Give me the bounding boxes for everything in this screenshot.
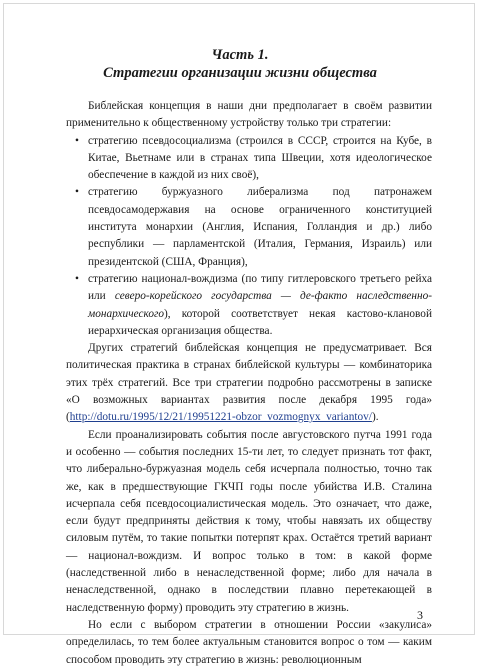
reference-link[interactable]: http://dotu.ru/1995/12/21/19951221-obzor_vozmognyx_variantov/ <box>69 411 372 424</box>
bullet-text-end: ), которой соответствует некая кастово-клановой иерархическая организация общества. <box>88 307 432 337</box>
bullet-item <box>66 133 432 185</box>
bullet-item <box>66 271 432 340</box>
bullet-text-start: стратегию национал-вождизма (по типу гитлеровского третьего рейха или <box>88 272 432 303</box>
bullet-icon: • <box>75 134 79 147</box>
section-title: Стратегии организации жизни общества <box>103 65 377 81</box>
paragraph-analysis: Если проанализировать события после августовского путча 1991 года и особенно — события последних 15-ти лет, то следует признать тот факт, что либерально-буржуазная модель себя исчерпала полностью, точно так же, как в предшествующие ГКЧП годы после убийства И.В. Сталина исчерпала себя псевдосоциалистическая модель. Это означает, что даже, если будут предприняты действия к тому, чтобы навязать их обществу силовым путём, то такие попытки потерпят крах. Остаётся третий вариант — национал-вождизм. И вопрос только в том: в какой форме (наследственной либо в ненаследственной форме; либо для начала в ненаследственной, однако в последствии плавно перетекающей в наследственную форму) проводить эту стратегию в жизнь. <box>66 428 432 614</box>
bullet-icon: • <box>75 186 79 199</box>
page-number: 3 <box>417 608 423 622</box>
body-text <box>66 98 432 669</box>
bullet-text: стратегию буржуазного либерализма под патронажем псевдосамодержавия на основе ограниченного конституцией института монархии (Англия, Испания, Голландия и др.) либо республики — парламентской (Италия, Германия, Израиль) или президентской (США, Франция), <box>88 186 432 268</box>
part-heading: Часть 1. <box>211 47 269 63</box>
bullet-italic-text: северо-корейского государства — де-факто наследственно-монархического <box>88 290 432 320</box>
bullet-icon: • <box>75 272 79 285</box>
bullet-text: стратегию псевдосоциализма (строился в СССР, строится на Кубе, в Китае, Вьетнаме или в странах типа Швеции, хотя идеологическое обеспечение в каждой из них своё), <box>88 134 432 182</box>
bullet-item <box>66 184 432 270</box>
paragraph-method: Но если с выбором стратегии в отношении России «закулиса» определилась, то тем более актуальным становится вопрос о том — каким способом проводить эту стратегию в жизнь: революционным <box>66 618 432 666</box>
paragraph-strategies <box>66 340 432 426</box>
intro-paragraph: Библейская концепция в наши дни предполагает в своём развитии применительно к общественному устройству только три стратегии: <box>66 100 432 130</box>
paragraph-text: Других стратегий библейская концепция не предусматривает. Вся политическая практика в странах библейской культуры — комбинаторика этих трёх стратегий. Все три стратегии подробно рассмотрены в записке «О возможных вариантах развития после декабря 1995 года» ( <box>66 342 432 424</box>
paragraph-text-end: ). <box>371 411 379 424</box>
